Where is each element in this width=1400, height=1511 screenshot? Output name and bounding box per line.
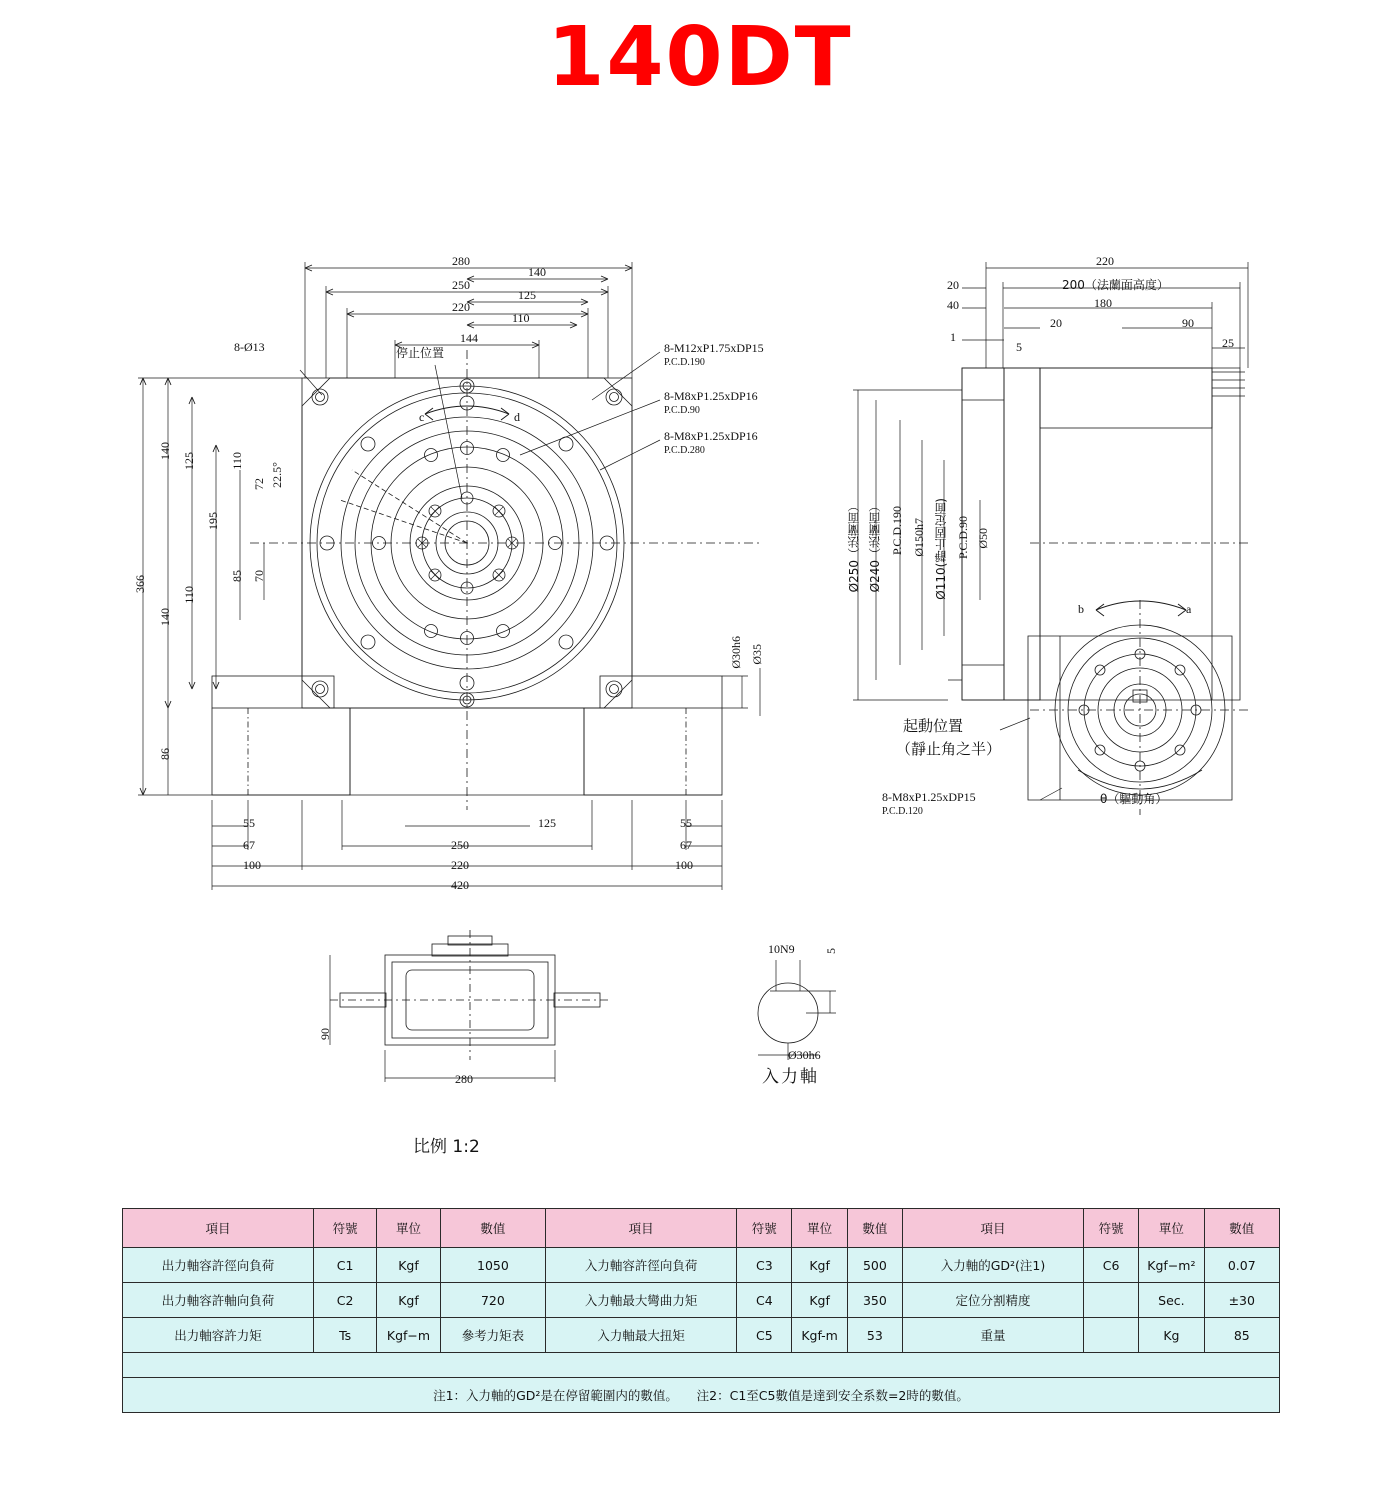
cell-r1-c7: 350 bbox=[847, 1283, 902, 1318]
dim-front-b-67a: 67 bbox=[243, 838, 255, 852]
dim-front-110: 110 bbox=[512, 311, 530, 325]
th-unit-2: 單位 bbox=[792, 1209, 847, 1248]
dim-shaft-35: Ø35 bbox=[750, 644, 764, 665]
cell-r2-c9 bbox=[1083, 1318, 1138, 1353]
spacer-cell bbox=[123, 1353, 1280, 1378]
dim-front-250: 250 bbox=[452, 278, 470, 292]
table-row bbox=[123, 1318, 1280, 1353]
cell-r2-c5: C5 bbox=[737, 1318, 792, 1353]
dim-front-b-220: 220 bbox=[451, 858, 469, 872]
dim-front-85: 85 bbox=[230, 570, 244, 582]
th-value-3: 數值 bbox=[1204, 1209, 1279, 1248]
cell-r0-c1: C1 bbox=[313, 1248, 376, 1283]
cell-r1-c9 bbox=[1083, 1283, 1138, 1318]
input-shaft-caption: 入力軸 bbox=[762, 1067, 819, 1087]
dim-front-195: 195 bbox=[206, 512, 220, 530]
shaft-h-label: 5 bbox=[824, 948, 838, 954]
th-symbol-1: 符號 bbox=[313, 1209, 376, 1248]
cell-r0-c2: Kgf bbox=[377, 1248, 440, 1283]
cell-r0-c9: C6 bbox=[1083, 1248, 1138, 1283]
cell-r0-c4: 入力軸容許徑向負荷 bbox=[546, 1248, 737, 1283]
dim-front-140-l1: 140 bbox=[158, 442, 172, 460]
dim-side-5: 5 bbox=[1016, 340, 1022, 354]
cell-r1-c11: ±30 bbox=[1204, 1283, 1279, 1318]
cell-r2-c1: Ts bbox=[313, 1318, 376, 1353]
dim-front-125-l: 125 bbox=[182, 452, 196, 470]
dim-side-1: 1 bbox=[950, 330, 956, 344]
cell-r0-c8: 入力軸的GD²(注1) bbox=[903, 1248, 1084, 1283]
dim-front-280: 280 bbox=[452, 254, 470, 268]
leader-stop-position: 停止位置 bbox=[396, 346, 445, 360]
cell-r2-c3: 參考力矩表 bbox=[440, 1318, 546, 1353]
cell-r1-c6: Kgf bbox=[792, 1283, 847, 1318]
leader-m8-280-pcd: P.C.D.280 bbox=[664, 445, 705, 456]
leader-m12-pcd: P.C.D.190 bbox=[664, 357, 705, 368]
cell-r2-c0: 出力軸容許力矩 bbox=[123, 1318, 314, 1353]
dim-side-40: 40 bbox=[947, 298, 959, 312]
th-item-3: 項目 bbox=[903, 1209, 1084, 1248]
page-title: 140DT bbox=[547, 10, 853, 105]
cell-r1-c3: 720 bbox=[440, 1283, 546, 1318]
dim-side-90: 90 bbox=[1182, 316, 1194, 330]
cell-r1-c5: C4 bbox=[737, 1283, 792, 1318]
leader-m8-280-bolt: 8-M8xP1.25xDP16 bbox=[664, 429, 758, 443]
dim-front-b-67b: 67 bbox=[680, 838, 692, 852]
dim-front-144: 144 bbox=[460, 331, 478, 345]
rot-mark-b: b bbox=[1078, 602, 1084, 616]
cell-r0-c7: 500 bbox=[847, 1248, 902, 1283]
th-value-1: 數值 bbox=[440, 1209, 546, 1248]
dim-front-b-100a: 100 bbox=[243, 858, 261, 872]
dim-side-pcd90: P.C.D.90 bbox=[956, 516, 970, 560]
th-item-2: 項目 bbox=[546, 1209, 737, 1248]
shaft-key-label: 10N9 bbox=[768, 942, 795, 956]
table-notes-row bbox=[123, 1378, 1280, 1413]
dim-front-b-55a: 55 bbox=[243, 816, 255, 830]
cell-r2-c4: 入力軸最大扭矩 bbox=[546, 1318, 737, 1353]
dim-front-b-250: 250 bbox=[451, 838, 469, 852]
specification-table bbox=[122, 1208, 1280, 1413]
rot-mark-c: c bbox=[419, 410, 425, 424]
th-unit-3: 單位 bbox=[1139, 1209, 1204, 1248]
dim-front-angle: 22.5° bbox=[270, 462, 284, 488]
dim-side-20a: 20 bbox=[947, 278, 959, 292]
table-header-row bbox=[123, 1209, 1280, 1248]
notes-cell: 注1：入力軸的GD²是在停留範圍内的數值。 注2：C1至C5數值是達到安全系数=2時的數值。 bbox=[123, 1378, 1280, 1413]
shaft-dia-label: Ø30h6 bbox=[788, 1048, 821, 1062]
dim-front-110-l: 110 bbox=[230, 452, 244, 470]
dim-side-pcd190: P.C.D.190 bbox=[890, 506, 904, 556]
dim-front-72: 72 bbox=[252, 478, 266, 490]
dim-shaft-30h6: Ø30h6 bbox=[729, 636, 743, 669]
table-row bbox=[123, 1283, 1280, 1318]
dim-front-366: 366 bbox=[133, 575, 147, 593]
cell-r2-c8: 重量 bbox=[903, 1318, 1084, 1353]
dim-front-b-420: 420 bbox=[451, 878, 469, 892]
label-drive-angle: θ（驅動角） bbox=[1100, 792, 1168, 806]
label-start-position-sub: （靜止角之半） bbox=[896, 740, 1002, 758]
dim-side-240-flange: Ø240（法蘭面） bbox=[868, 500, 882, 593]
th-symbol-3: 符號 bbox=[1083, 1209, 1138, 1248]
dim-front-140: 140 bbox=[528, 265, 546, 279]
cell-r1-c10: Sec. bbox=[1139, 1283, 1204, 1318]
scale-note: 比例 1:2 bbox=[413, 1137, 480, 1157]
cell-r0-c11: 0.07 bbox=[1204, 1248, 1279, 1283]
dim-side-50: Ø50 bbox=[976, 528, 990, 549]
cell-r1-c4: 入力軸最大彎曲力矩 bbox=[546, 1283, 737, 1318]
dim-side-250-flange: Ø250（法蘭面） bbox=[847, 500, 861, 593]
cell-r0-c5: C3 bbox=[737, 1248, 792, 1283]
dim-side-110-fixed: Ø110(靜止固定面) bbox=[934, 498, 948, 600]
cell-r1-c0: 出力軸容許軸向負荷 bbox=[123, 1283, 314, 1318]
leader-m12-bolt: 8-M12xP1.75xDP15 bbox=[664, 341, 764, 355]
rot-mark-a: a bbox=[1186, 602, 1192, 616]
th-value-2: 數值 bbox=[847, 1209, 902, 1248]
dim-side-200-flange: 200（法蘭面高度） bbox=[1062, 278, 1169, 292]
rot-mark-d: d bbox=[514, 410, 520, 424]
cell-r0-c0: 出力軸容許徑向負荷 bbox=[123, 1248, 314, 1283]
dim-front-b-55b: 55 bbox=[680, 816, 692, 830]
cell-r0-c6: Kgf bbox=[792, 1248, 847, 1283]
dim-front-140-l2: 140 bbox=[158, 608, 172, 626]
th-unit-1: 單位 bbox=[377, 1209, 440, 1248]
dim-side-25: 25 bbox=[1222, 336, 1234, 350]
cell-r0-c10: Kgf−m² bbox=[1139, 1248, 1204, 1283]
dim-front-70: 70 bbox=[252, 570, 266, 582]
dim-side-180: 180 bbox=[1094, 296, 1112, 310]
cell-r2-c7: 53 bbox=[847, 1318, 902, 1353]
leader-8-o13: 8-Ø13 bbox=[234, 340, 265, 354]
cell-r0-c3: 1050 bbox=[440, 1248, 546, 1283]
dim-front-86: 86 bbox=[158, 748, 172, 760]
leader-m8-90-bolt: 8-M8xP1.25xDP16 bbox=[664, 389, 758, 403]
dim-side-220: 220 bbox=[1096, 254, 1114, 268]
dim-bottom-90: 90 bbox=[318, 1028, 332, 1040]
dim-bottom-280: 280 bbox=[455, 1072, 473, 1086]
cell-r2-c6: Kgf-m bbox=[792, 1318, 847, 1353]
leader-m8-90-pcd: P.C.D.90 bbox=[664, 405, 700, 416]
th-symbol-2: 符號 bbox=[737, 1209, 792, 1248]
dim-front-110-l2: 110 bbox=[182, 586, 196, 604]
cell-r2-c11: 85 bbox=[1204, 1318, 1279, 1353]
cell-r1-c2: Kgf bbox=[377, 1283, 440, 1318]
leader-side-m8: 8-M8xP1.25xDP15 bbox=[882, 790, 976, 804]
dim-side-20b: 20 bbox=[1050, 316, 1062, 330]
th-item-1: 項目 bbox=[123, 1209, 314, 1248]
cell-r2-c10: Kg bbox=[1139, 1318, 1204, 1353]
leader-side-m8-pcd: P.C.D.120 bbox=[882, 806, 923, 817]
dim-front-125: 125 bbox=[518, 288, 536, 302]
table-row bbox=[123, 1248, 1280, 1283]
cell-r2-c2: Kgf−m bbox=[377, 1318, 440, 1353]
cell-r1-c1: C2 bbox=[313, 1283, 376, 1318]
label-start-position: 起動位置 bbox=[903, 717, 964, 735]
dim-side-150h7: Ø150h7 bbox=[912, 518, 926, 557]
dim-front-b-100b: 100 bbox=[675, 858, 693, 872]
dim-front-220: 220 bbox=[452, 300, 470, 314]
cell-r1-c8: 定位分割精度 bbox=[903, 1283, 1084, 1318]
table-spacer-row bbox=[123, 1353, 1280, 1378]
dim-front-b-125: 125 bbox=[538, 816, 556, 830]
